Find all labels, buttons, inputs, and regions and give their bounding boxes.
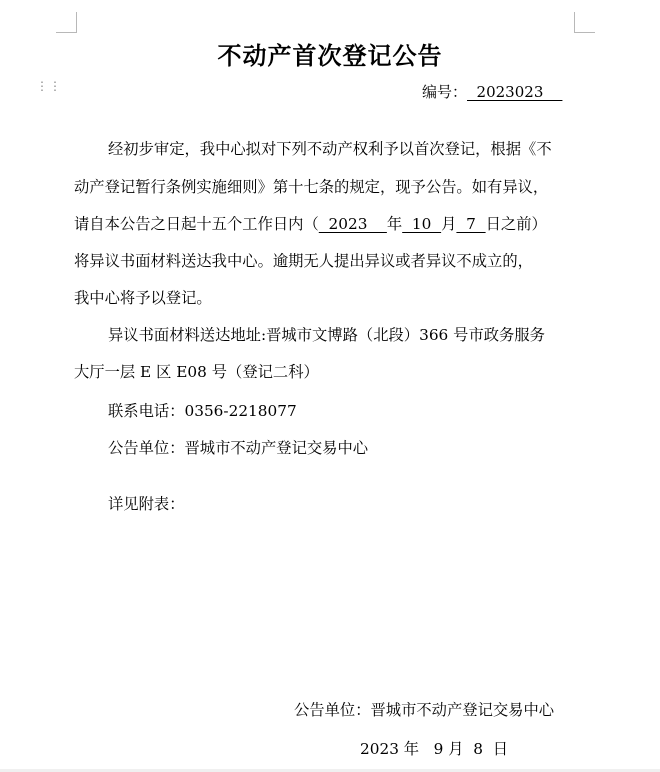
paragraph-line: 动产登记暂行条例实施细则》第十七条的规定，现予公告。如有异议， (74, 178, 549, 196)
year-char: 年 (386, 215, 403, 233)
number-value: 2023023 (467, 83, 563, 101)
page-corner-mark-top-left (56, 12, 77, 33)
deadline-month: 10 (402, 215, 442, 233)
deadline-end: 日之前） (485, 215, 547, 233)
paragraph-line: 我中心将予以登记。 (74, 289, 212, 307)
month-char: 月 (441, 215, 457, 233)
paragraph-line: 经初步审定，我中心拟对下列不动产权利予以首次登记，根据《不 (108, 140, 552, 158)
deadline-text: 请自本公告之日起十五个工作日内（ (74, 215, 319, 233)
attachment-note: 详见附表： (108, 495, 185, 513)
address-line: 大厅一层 E 区 E08 号（登记二科） (74, 363, 319, 381)
deadline-year: 2023 (318, 215, 387, 233)
number-label: 编号： (422, 83, 468, 101)
signature-date: 2023 年 9 月 8 日 (360, 740, 509, 758)
page-corner-mark-top-right (574, 12, 595, 33)
address-line: 异议书面材料送达地址:晋城市文博路（北段）366 号市政务服务 (108, 326, 545, 344)
announcing-unit: 公告单位：晋城市不动产登记交易中心 (108, 439, 369, 457)
signature-unit: 公告单位：晋城市不动产登记交易中心 (294, 701, 555, 719)
paragraph-line: 将异议书面材料送达我中心。逾期无人提出异议或者异议不成立的， (74, 252, 533, 270)
announcement-number (422, 81, 562, 102)
deadline-line (74, 212, 547, 234)
contact-phone: 联系电话：0356-2218077 (108, 402, 297, 420)
page-title: 不动产首次登记公告 (217, 42, 443, 70)
drag-handle-icon[interactable]: ⋮⋮ (36, 79, 62, 93)
deadline-day: 7 (456, 215, 486, 233)
